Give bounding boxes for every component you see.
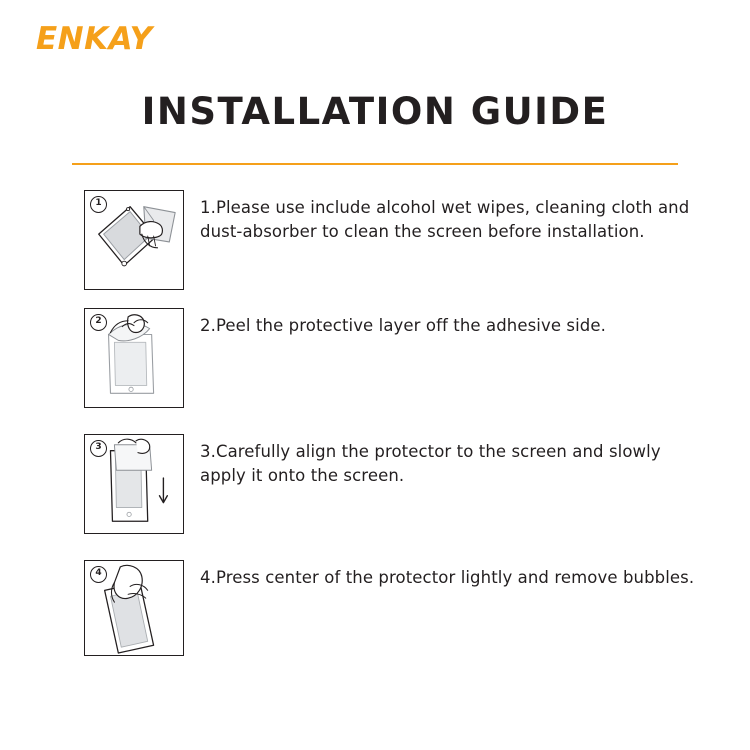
step-1-illustration <box>84 190 184 290</box>
step-2-illustration <box>84 308 184 408</box>
step-4-text: 4.Press center of the protector lightly and remove bubbles. <box>200 568 695 587</box>
list-item <box>0 434 750 560</box>
title-divider <box>72 163 678 165</box>
page-title-container <box>0 92 750 133</box>
step-3-badge: 3 <box>90 440 107 457</box>
brand-logo: ENKAY <box>36 21 153 57</box>
step-4-illustration <box>84 560 184 656</box>
page-title: INSTALLATION GUIDE <box>141 90 609 133</box>
step-2-text: 2.Peel the protective layer off the adhesive side. <box>200 316 606 335</box>
step-1-text: 1.Please use include alcohol wet wipes, cleaning cloth and dust-absorber to clean the screen before installation. <box>200 198 690 242</box>
step-2-badge: 2 <box>90 314 107 331</box>
list-item <box>0 190 750 308</box>
step-1-badge: 1 <box>90 196 107 213</box>
step-4-badge: 4 <box>90 566 107 583</box>
list-item <box>0 560 750 670</box>
list-item <box>0 308 750 434</box>
steps-list <box>0 190 750 670</box>
step-3-illustration <box>84 434 184 534</box>
step-3-text: 3.Carefully align the protector to the screen and slowly apply it onto the screen. <box>200 442 661 486</box>
